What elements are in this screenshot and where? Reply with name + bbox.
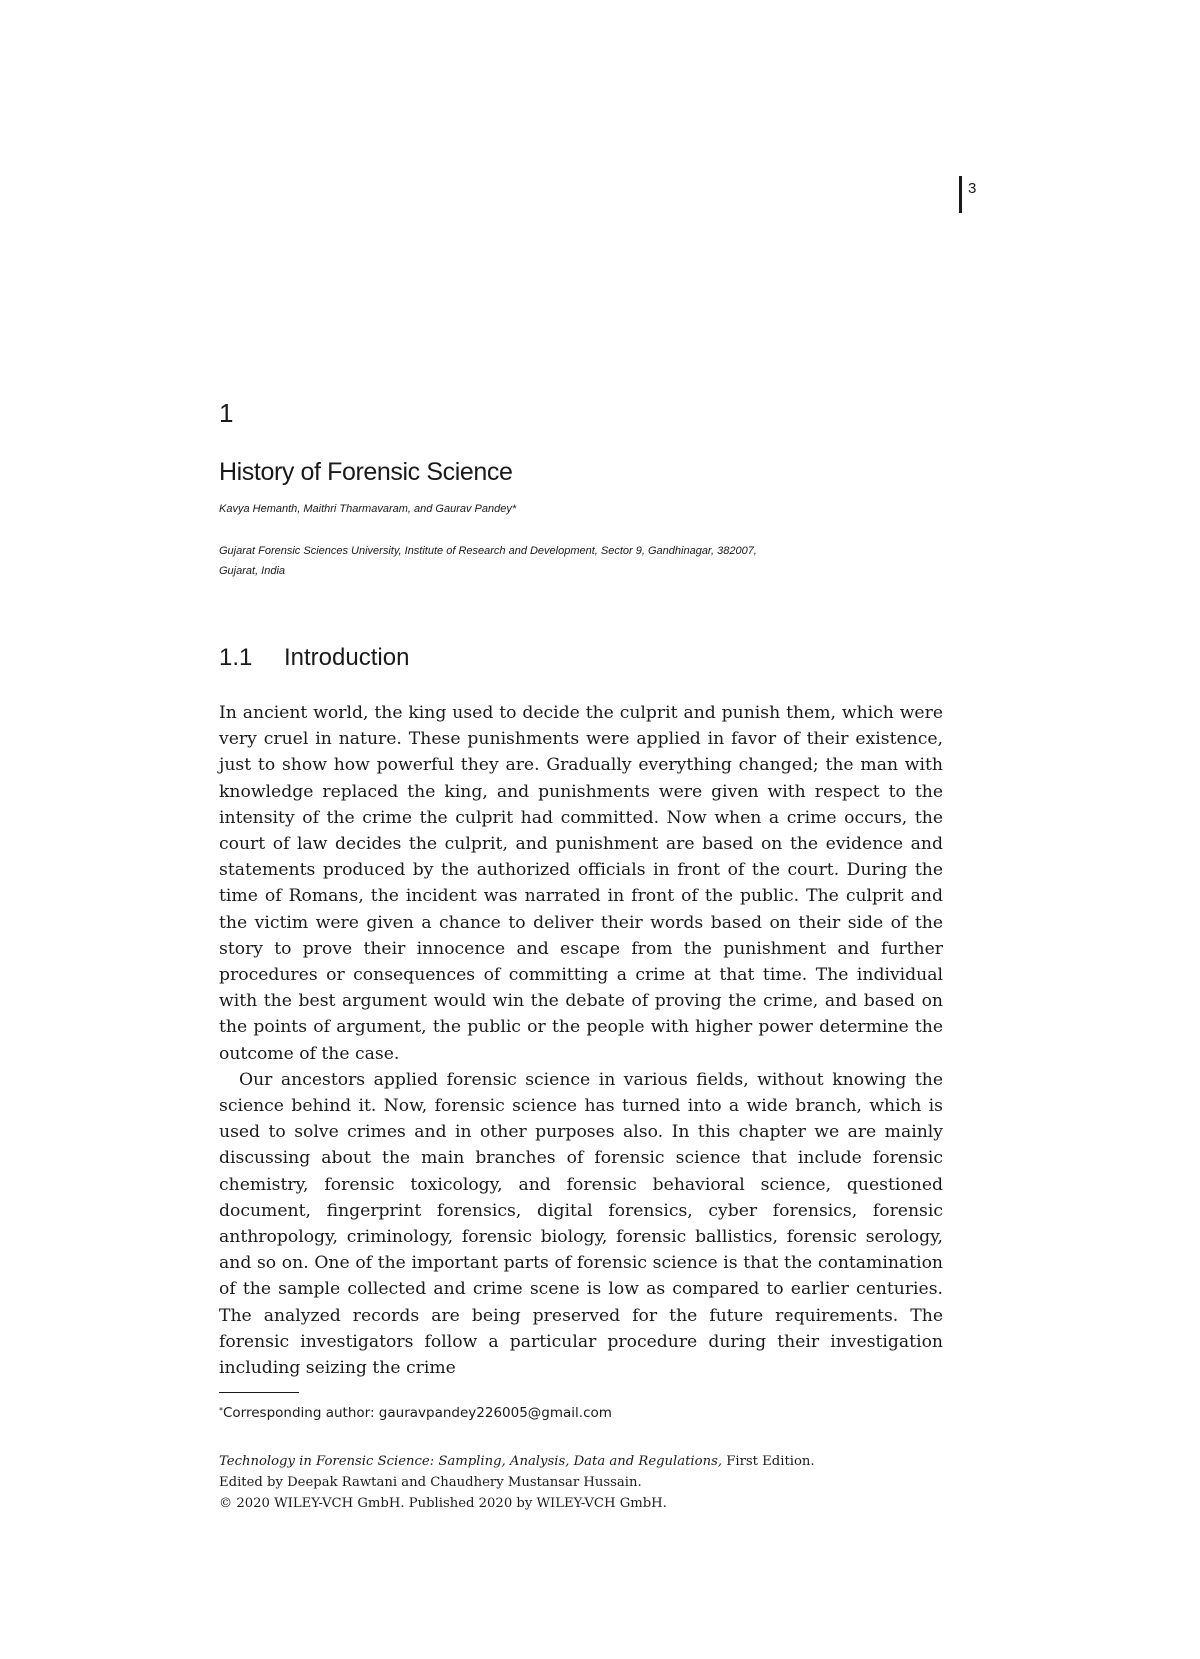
copyright-notice: © 2020 WILEY-VCH GmbH. Published 2020 by WILEY-VCH GmbH. <box>219 1496 667 1511</box>
paragraph-1: In ancient world, the king used to decide the culprit and punish them, which were very cruel in nature. These punishments were applied in favor of their existence, just to show how powerful they are. Gradually everything changed; the man with knowledge replaced the king, and punishments were given with respect to the intensity of the crime the culprit had committed. Now when a crime occurs, the court of law decides the culprit, and punishment are based on the evidence and statements produced by the authorized officials in front of the court. During the time of Romans, the incident was narrated in front of the public. The culprit and the victim were given a chance to deliver their words based on their side of the story to prove their innocence and escape from the punishment and further procedures or consequences of committing a crime at that time. The individual with the best argument would win the debate of proving the crime, and based on the points of argument, the public or the people with higher power determine the outcome of the case. <box>219 703 943 1064</box>
chapter-title: History of Forensic Science <box>219 458 513 486</box>
section-heading <box>219 643 409 673</box>
book-title: Technology in Forensic Science: Sampling, Analysis, Data and Regulations, <box>219 1454 723 1469</box>
paragraph-2: Our ancestors applied forensic science in various fields, without knowing the science behind it. Now, forensic science has turned into a wide branch, which is used to solve crimes and in other purposes also. In this chapter we are mainly discussing about the main branches of forensic science that include forensic chemistry, forensic toxicology, and forensic behavioral science, questioned document, fingerprint forensics, digital forensics, cyber forensics, forensic anthropology, criminology, forensic biology, forensic ballistics, forensic serology, and so on. One of the important parts of forensic science is that the contamination of the sample collected and crime scene is low as compared to earlier centuries. The analyzed records are being preserved for the future requirements. The forensic investigators follow a particular procedure during their investigation including seizing the crime <box>219 1069 943 1379</box>
book-citation <box>219 1451 815 1472</box>
body-text <box>219 700 943 1381</box>
publisher-info <box>219 1451 815 1514</box>
affiliation-line-2: Gujarat, India <box>219 565 286 577</box>
footnote <box>219 1404 612 1422</box>
book-editors: Edited by Deepak Rawtani and Chaudhery Mustansar Hussain. <box>219 1475 642 1490</box>
affiliation-line-1: Gujarat Forensic Sciences University, Institute of Research and Development, Sector 9, Gandhinagar, 382007, <box>219 545 757 557</box>
author-affiliation <box>219 541 859 581</box>
footnote-rule <box>219 1392 299 1393</box>
chapter-authors: Kavya Hemanth, Maithri Tharmavaram, and Gaurav Pandey* <box>219 503 517 515</box>
section-title: Introduction <box>284 644 410 671</box>
page-number: 3 <box>968 180 977 197</box>
footnote-text: Corresponding author: gauravpandey226005@gmail.com <box>223 1405 612 1421</box>
chapter-number: 1 <box>219 398 234 428</box>
section-number: 1.1 <box>219 644 253 671</box>
page-marker-rule <box>959 176 962 213</box>
book-edition: First Edition. <box>722 1454 815 1469</box>
footnote-marker: * <box>219 1406 223 1415</box>
